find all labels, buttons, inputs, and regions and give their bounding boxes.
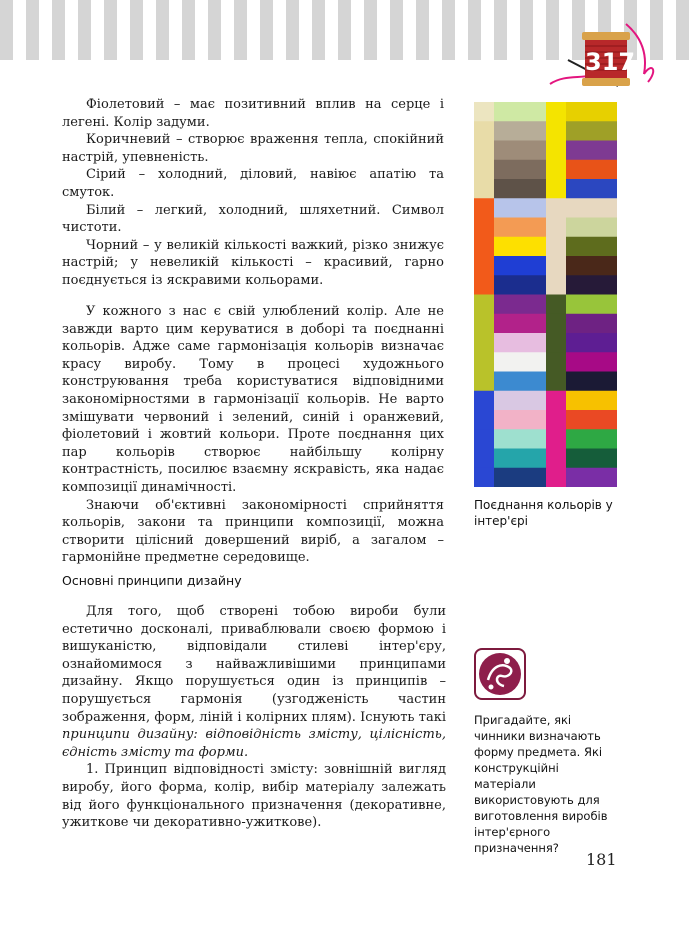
palette-swatch <box>566 333 617 353</box>
palette-swatch <box>546 333 566 353</box>
palette-swatch <box>474 102 494 122</box>
paragraph: Фіолетовий – має позитивний вплив на серце і легені. Колір задуми. <box>62 97 444 130</box>
palette-swatch <box>546 429 566 449</box>
palette-swatch <box>566 468 617 487</box>
palette-swatch <box>566 198 617 218</box>
palette-swatch <box>494 275 546 295</box>
palette-swatch <box>566 218 617 238</box>
palette-swatch <box>494 218 546 238</box>
palette-swatch <box>494 160 546 180</box>
palette-swatch <box>494 237 546 257</box>
chapter-number: 317 <box>585 48 636 76</box>
palette-swatch <box>566 141 617 161</box>
palette-swatch <box>546 141 566 161</box>
palette-swatch <box>474 141 494 161</box>
palette-swatch <box>546 410 566 430</box>
palette-swatch <box>546 314 566 334</box>
palette-swatch <box>566 352 617 372</box>
design-principles-text <box>62 603 446 832</box>
paragraph-text: Для того, щоб створені тобою вироби були естетично досконалі, приваблювали своєю формою і вишуканістю, відповідали стилеві інтер'єру, ознайомимося з найважливішими принципами дизайну. Якщо порушується один із принципів – порушується гармонія (узгодженість частин зображення, форм, ліній і колірних плям). Існують такі <box>62 604 446 725</box>
paragraph <box>62 603 446 761</box>
paragraph: Коричневий – створює враження тепла, спокійний настрій, упевненість. <box>62 132 444 165</box>
palette-swatch <box>566 429 617 449</box>
palette-swatch <box>566 314 617 334</box>
palette-swatch <box>474 372 494 392</box>
palette-swatch <box>494 314 546 334</box>
palette-swatch <box>546 372 566 392</box>
palette-swatch <box>566 237 617 257</box>
palette-swatch <box>566 160 617 180</box>
page-number: 181 <box>586 850 617 869</box>
task-text: Пригадайте, які чинники визначають форму предмета. Які конструкційні матеріали використовують для виготовлення виробів інтер'єрного призначення? <box>474 713 608 855</box>
palette-swatch <box>546 256 566 276</box>
palette-swatch <box>474 256 494 276</box>
palette-caption: Поєднання кольорів у інтер'єрі <box>474 498 613 528</box>
section-heading: Основні принципи дизайну <box>62 573 242 588</box>
paragraph: Чорний – у великій кількості важкий, різко знижує настрій; у невеликій кількості – красивий, гарно поєднується із яскравими кольорами. <box>62 237 444 288</box>
palette-swatch <box>566 121 617 141</box>
palette-swatch <box>474 468 494 487</box>
palette-swatch <box>546 102 566 122</box>
paragraph: Знаючи об'єктивні закономірності сприйняття кольорів, закони та принципи композиції, можна створити цілісний довершений виріб, а загалом – гармонійне предметне середовище. <box>62 497 444 566</box>
palette-swatch <box>546 160 566 180</box>
palette-swatch <box>474 410 494 430</box>
palette-swatch <box>474 218 494 238</box>
palette-swatch <box>494 468 546 487</box>
palette-swatch <box>566 102 617 122</box>
palette-swatch <box>566 449 617 469</box>
palette-swatch <box>494 391 546 411</box>
color-descriptions <box>62 96 444 290</box>
palette-swatch <box>494 449 546 469</box>
paragraph: 1. Принцип відповідності змісту: зовнішній вигляд виробу, його форма, колір, вибір матеріалу залежать від його функціонального призначення (декоративне, ужиткове чи декоративно-ужиткове). <box>62 762 446 831</box>
palette-swatch <box>494 179 546 199</box>
palette-swatch <box>494 429 546 449</box>
palette-swatch <box>494 256 546 276</box>
harmony-text <box>62 303 444 567</box>
palette-swatch <box>474 429 494 449</box>
palette-swatch <box>546 218 566 238</box>
palette-swatch <box>546 449 566 469</box>
palette-swatch <box>546 352 566 372</box>
palette-swatch <box>546 237 566 257</box>
palette-swatch <box>566 275 617 295</box>
color-palette-image <box>474 102 617 487</box>
principles-emphasis: принципи дизайну: відповідність змісту, цілісність, єдність змісту та форми. <box>62 727 446 760</box>
palette-swatch <box>566 391 617 411</box>
palette-swatch <box>474 237 494 257</box>
palette-swatch <box>494 102 546 122</box>
palette-swatch <box>566 410 617 430</box>
palette-swatch <box>546 179 566 199</box>
palette-swatch <box>546 198 566 218</box>
palette-swatch <box>546 275 566 295</box>
palette-swatch <box>546 121 566 141</box>
palette-swatch <box>494 352 546 372</box>
palette-swatch <box>474 160 494 180</box>
palette-swatch <box>566 372 617 392</box>
palette-swatch <box>474 121 494 141</box>
palette-swatch <box>494 372 546 392</box>
palette-swatch <box>494 333 546 353</box>
palette-swatch <box>566 256 617 276</box>
palette-swatch <box>494 141 546 161</box>
palette-swatch <box>546 391 566 411</box>
palette-swatch <box>494 198 546 218</box>
palette-swatch <box>474 314 494 334</box>
palette-swatch <box>494 410 546 430</box>
palette-swatch <box>566 295 617 315</box>
paragraph: Сірий – холодний, діловий, навіює апатію та смуток. <box>62 167 444 200</box>
question-icon <box>474 648 526 700</box>
palette-swatch <box>474 449 494 469</box>
palette-swatch <box>474 333 494 353</box>
paragraph: У кожного з нас є свій улюблений колір. Але не завжди варто цим керуватися в доборі та поєднанні кольорів. Адже саме гармонізація кольорів визначає красу виробу. Тому в процесі художнього конструювання треба користуватися відповідними закономірностями в гармонізації кольорів. Не варто змішувати червоний і зелений, синій і оранжевий, фіолетовий і жовтий кольори. Проте поєднання цих пар кольорів створює найбільшу колірну контрастність, посилює взаємну яскравість, яка надає композиції динамічності. <box>62 304 444 495</box>
palette-swatch <box>546 295 566 315</box>
palette-swatch <box>474 352 494 372</box>
palette-swatch <box>474 391 494 411</box>
palette-swatch <box>474 275 494 295</box>
palette-swatch <box>566 179 617 199</box>
palette-swatch <box>474 179 494 199</box>
palette-swatch <box>494 121 546 141</box>
palette-swatch <box>474 198 494 218</box>
palette-swatch <box>474 295 494 315</box>
paragraph: Білий – легкий, холодний, шляхетний. Символ чистоти. <box>62 202 444 236</box>
palette-swatch <box>494 295 546 315</box>
palette-swatch <box>546 468 566 487</box>
